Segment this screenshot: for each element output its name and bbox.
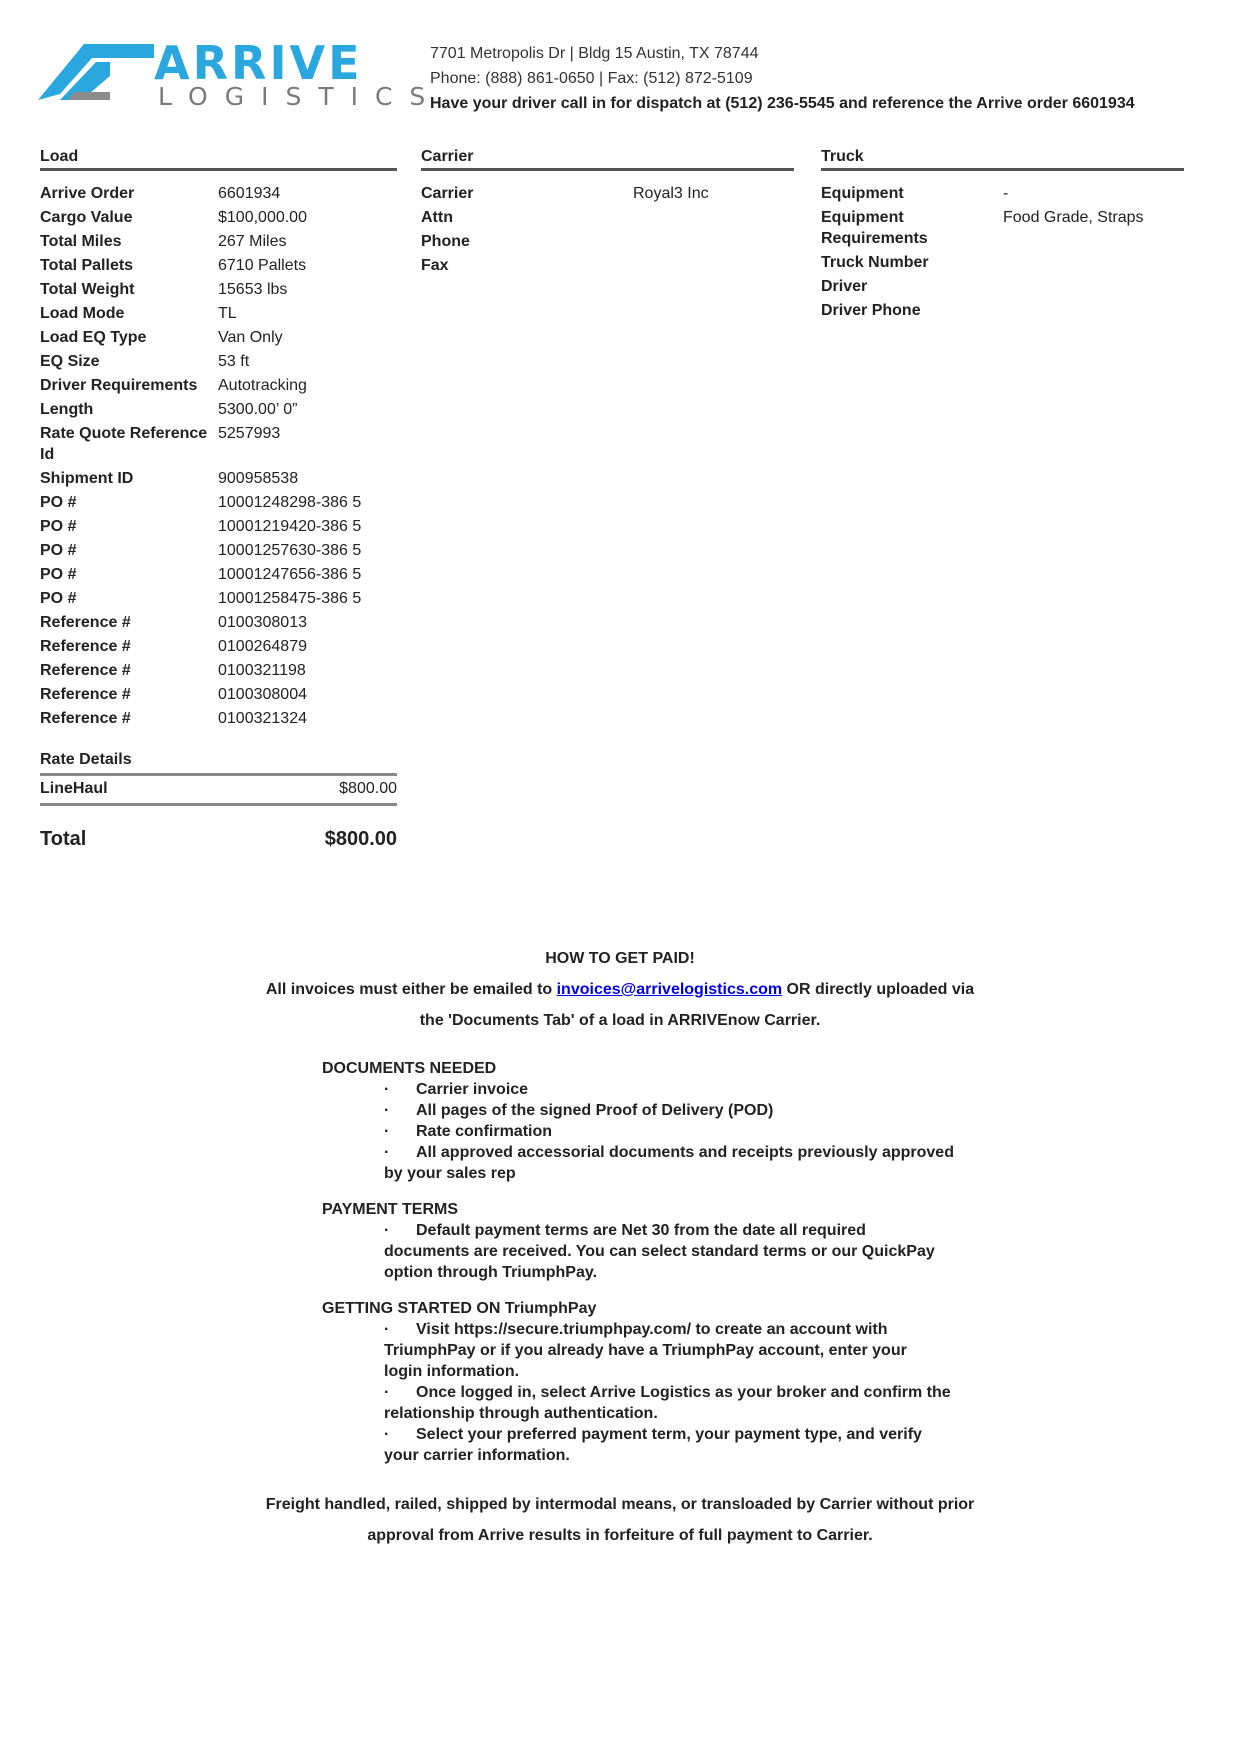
load-field-value: 10001257630-386 5 — [218, 542, 362, 559]
load-row — [40, 468, 397, 489]
load-field-value: 5300.00’ 0” — [218, 401, 298, 418]
load-field-value: 900958538 — [218, 470, 299, 487]
load-section — [40, 148, 397, 851]
load-field-label: Reference # — [40, 686, 131, 703]
load-row — [40, 684, 397, 705]
truck-row — [821, 300, 1184, 321]
load-field-value: 15653 lbs — [218, 281, 288, 298]
payment-terms-title: PAYMENT TERMS — [322, 1201, 459, 1218]
load-row — [40, 423, 397, 465]
bullet-icon: · — [384, 1081, 390, 1098]
load-field-value: 10001248298-386 5 — [218, 494, 362, 511]
linehaul-label: LineHaul — [40, 780, 108, 797]
load-field-value: 6710 Pallets — [218, 257, 307, 274]
rate-details-title: Rate Details — [40, 751, 397, 776]
logo-word-logistics: LOGISTICS — [158, 82, 443, 111]
load-field-value: 10001219420-386 5 — [218, 518, 362, 535]
documents-continuation: by your sales rep — [384, 1165, 516, 1182]
load-field-label: Total Miles — [40, 233, 122, 250]
load-row — [40, 303, 397, 324]
load-field-value: 0100308013 — [218, 614, 307, 631]
load-field-label: Reference # — [40, 710, 131, 727]
terms-bullet-text: Default payment terms are Net 30 from the date all required — [416, 1222, 866, 1239]
carrier-row — [421, 255, 794, 276]
start-bullet-1-cont-2: login information. — [384, 1363, 520, 1380]
load-field-label: Reference # — [40, 638, 131, 655]
bullet-icon: · — [384, 1144, 390, 1161]
load-field-label: PO # — [40, 566, 77, 583]
bullet-icon: · — [384, 1321, 390, 1338]
start-bullet-3-text: Select your preferred payment term, your payment type, and verify — [416, 1426, 922, 1443]
load-field-value: 6601934 — [218, 185, 281, 202]
list-item — [322, 1079, 967, 1100]
load-row — [40, 327, 397, 348]
load-row — [40, 492, 397, 513]
load-field-value: 0100321198 — [218, 662, 306, 679]
carrier-section — [421, 148, 794, 279]
load-row — [40, 588, 397, 609]
load-field-label: Arrive Order — [40, 185, 135, 202]
truck-row — [821, 207, 1184, 249]
start-bullet-2-cont-1: relationship through authentication. — [384, 1405, 658, 1422]
load-field-label: PO # — [40, 542, 77, 559]
load-row — [40, 540, 397, 561]
load-row — [40, 636, 397, 657]
terms-continuation-1: documents are received. You can select standard terms or our QuickPay — [384, 1243, 935, 1260]
load-row — [40, 660, 397, 681]
load-field-value: TL — [218, 305, 237, 322]
truck-row — [821, 276, 1184, 297]
load-field-value: 53 ft — [218, 353, 250, 370]
load-field-label: Reference # — [40, 614, 131, 631]
load-field-value: 267 Miles — [218, 233, 287, 250]
payment-terms-section — [322, 1199, 967, 1283]
logo-mark-icon — [38, 44, 154, 104]
load-heading: Load — [40, 148, 397, 171]
carrier-details-list — [421, 183, 794, 276]
load-field-label: Length — [40, 401, 94, 418]
bullet-icon: · — [384, 1123, 390, 1140]
carrier-heading: Carrier — [421, 148, 794, 171]
load-field-value: Autotracking — [218, 377, 307, 394]
list-item — [322, 1142, 967, 1163]
total-row — [40, 828, 397, 851]
load-field-label: PO # — [40, 518, 77, 535]
load-row — [40, 183, 397, 204]
load-row — [40, 708, 397, 729]
start-bullet-2-text: Once logged in, select Arrive Logistics as your broker and confirm the — [416, 1384, 951, 1401]
load-row — [40, 207, 397, 228]
load-field-label: Shipment ID — [40, 470, 134, 487]
arrive-logistics-logo — [38, 36, 443, 112]
load-field-label: Reference # — [40, 662, 131, 679]
list-item — [322, 1100, 967, 1121]
load-field-value: $100,000.00 — [218, 209, 307, 226]
load-field-label: Rate Quote Reference Id — [40, 425, 208, 463]
load-field-label: Load Mode — [40, 305, 125, 322]
truck-field-label: Driver — [821, 278, 868, 295]
truck-field-label: Driver Phone — [821, 302, 921, 319]
document-item-text: Carrier invoice — [416, 1081, 529, 1098]
load-row — [40, 399, 397, 420]
load-row — [40, 516, 397, 537]
truck-field-value: - — [1003, 185, 1009, 202]
load-field-value: 0100321324 — [218, 710, 307, 727]
document-item-text: All pages of the signed Proof of Delivery (POD) — [416, 1102, 774, 1119]
load-field-value: Van Only — [218, 329, 283, 346]
documents-list — [322, 1079, 967, 1163]
carrier-field-label: Attn — [421, 209, 453, 226]
document-item-text: All approved accessorial documents and receipts previously approved — [416, 1144, 954, 1161]
carrier-field-label: Carrier — [421, 185, 474, 202]
total-label: Total — [40, 828, 87, 850]
documents-needed-title: DOCUMENTS NEEDED — [322, 1060, 497, 1077]
truck-row — [821, 183, 1184, 204]
carrier-field-value: Royal3 Inc — [633, 185, 709, 202]
document-item-text: Rate confirmation — [416, 1123, 553, 1140]
logo-word-arrive: ARRIVE — [154, 36, 363, 90]
bullet-icon: · — [384, 1102, 390, 1119]
truck-details-list — [821, 183, 1184, 321]
invoice-instruction-line2: the 'Documents Tab' of a load in ARRIVEnow Carrier. — [419, 1012, 821, 1029]
carrier-field-label: Phone — [421, 233, 470, 250]
truck-field-label: Truck Number — [821, 254, 929, 271]
bullet-icon: · — [384, 1426, 390, 1443]
invoice-email-link[interactable]: invoices@arrivelogistics.com — [556, 981, 783, 998]
load-row — [40, 612, 397, 633]
invoice-instruction-suffix: OR directly uploaded via — [782, 981, 975, 998]
dispatch-instruction: Have your driver call in for dispatch at (512) 236-5545 and reference the Arrive order 6601934 — [430, 95, 1135, 112]
footer-warning — [0, 1489, 1240, 1551]
get-paid-title: HOW TO GET PAID! — [545, 950, 695, 967]
bullet-icon: · — [384, 1222, 390, 1239]
carrier-row — [421, 183, 794, 204]
truck-field-value: Food Grade, Straps — [1003, 209, 1144, 226]
load-field-value: 10001247656-386 5 — [218, 566, 362, 583]
start-bullet-1-text: Visit https://secure.triumphpay.com/ to create an account with — [416, 1321, 888, 1338]
load-field-label: PO # — [40, 494, 77, 511]
load-field-label: Load EQ Type — [40, 329, 147, 346]
getting-started-section — [322, 1298, 967, 1466]
load-row — [40, 231, 397, 252]
load-row — [40, 351, 397, 372]
load-field-value: 0100308004 — [218, 686, 307, 703]
company-contact-block — [430, 41, 1135, 116]
load-row — [40, 279, 397, 300]
load-field-label: Total Weight — [40, 281, 135, 298]
total-value: $800.00 — [324, 828, 397, 850]
load-row — [40, 564, 397, 585]
list-item — [322, 1382, 967, 1403]
list-item — [322, 1424, 967, 1445]
company-address: 7701 Metropolis Dr | Bldg 15 Austin, TX 78744 — [430, 45, 759, 62]
carrier-row — [421, 231, 794, 252]
bullet-icon: · — [384, 1384, 390, 1401]
load-row — [40, 255, 397, 276]
list-item — [322, 1319, 967, 1340]
load-field-value: 5257993 — [218, 425, 281, 442]
start-bullet-3-cont-1: your carrier information. — [384, 1447, 570, 1464]
linehaul-value: $800.00 — [339, 780, 397, 797]
documents-needed-section — [322, 1058, 967, 1184]
invoice-instruction-prefix: All invoices must either be emailed to — [265, 981, 557, 998]
company-phone-fax: Phone: (888) 861-0650 | Fax: (512) 872-5109 — [430, 70, 753, 87]
truck-section — [821, 148, 1184, 324]
load-field-label: Driver Requirements — [40, 377, 198, 394]
list-item — [322, 1220, 967, 1241]
load-row — [40, 375, 397, 396]
footer-warning-line1: Freight handled, railed, shipped by intermodal means, or transloaded by Carrier without prior — [265, 1496, 975, 1513]
terms-continuation-2: option through TriumphPay. — [384, 1264, 598, 1281]
load-field-label: Total Pallets — [40, 257, 134, 274]
truck-heading: Truck — [821, 148, 1184, 171]
load-field-value: 10001258475-386 5 — [218, 590, 362, 607]
load-field-label: PO # — [40, 590, 77, 607]
load-field-value: 0100264879 — [218, 638, 307, 655]
list-item — [322, 1121, 967, 1142]
invoice-instruction-line1 — [0, 981, 1240, 999]
start-bullet-1-cont-1: TriumphPay or if you already have a TriumphPay account, enter your — [384, 1342, 907, 1359]
getting-started-title: GETTING STARTED ON TriumphPay — [322, 1300, 597, 1317]
truck-field-label: Equipment — [821, 185, 904, 202]
carrier-row — [421, 207, 794, 228]
load-details-list — [40, 183, 397, 729]
linehaul-row — [40, 776, 397, 806]
load-field-label: EQ Size — [40, 353, 100, 370]
load-field-label: Cargo Value — [40, 209, 133, 226]
truck-row — [821, 252, 1184, 273]
carrier-field-label: Fax — [421, 257, 449, 274]
truck-field-label: Equipment Requirements — [821, 209, 928, 247]
footer-warning-line2: approval from Arrive results in forfeiture of full payment to Carrier. — [367, 1527, 873, 1544]
